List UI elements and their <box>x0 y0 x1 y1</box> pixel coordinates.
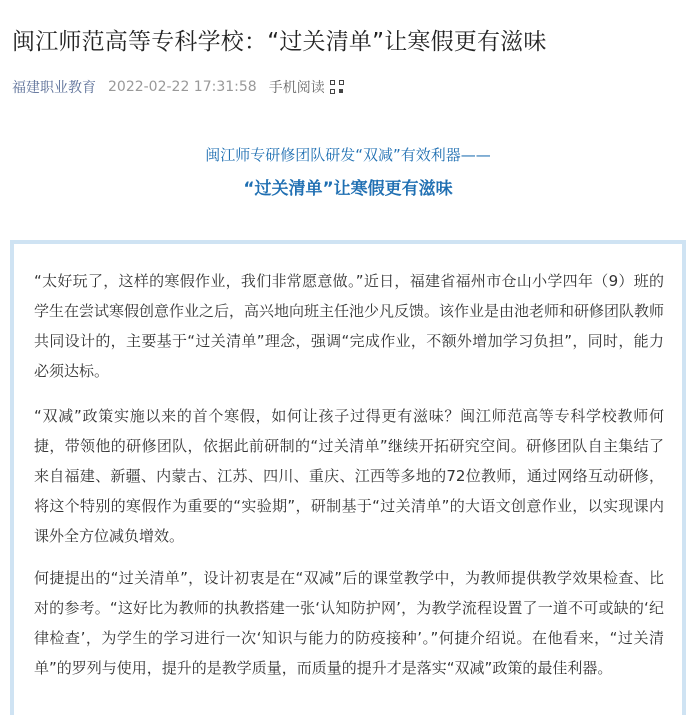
paragraph-2: “双减”政策实施以来的首个寒假，如何让孩子过得更有滋味？闽江师范高等专科学校教师何捷，带领他的研修团队，依据此前研制的“过关清单”继续开拓研究空间。研修团队自主集结了来自福建、新疆、内蒙古、江苏、四川、重庆、江西等多地的72位教师，通过网络互动研修，将这个特别的寒假作为重要的“实验期”，研制基于“过关清单”的大语文创意作业，以实现课内课外全方位减负增效。 <box>34 407 664 545</box>
paragraph-1: “太好玩了，这样的寒假作业，我们非常愿意做。”近日，福建省福州市仓山小学四年（9）班的学生在尝试寒假创意作业之后，高兴地向班主任池少凡反馈。该作业是由池老师和研修团队教师共同设计的，主要基于“过关清单”理念，强调“完成作业，不额外增加学习负担”，同时，能力必须达标。 <box>34 272 665 380</box>
article-title: 闽江师范高等专科学校：“过关清单”让寒假更有滋味 <box>12 29 547 55</box>
publish-time: 2022-02-22 17:31:58 <box>108 79 257 95</box>
mobile-read-link[interactable]: 手机阅读 <box>268 80 325 96</box>
article-meta <box>12 76 344 98</box>
article-heading: “过关清单”让寒假更有滋味 <box>243 179 453 199</box>
source-link[interactable]: 福建职业教育 <box>12 80 96 96</box>
qr-code-icon[interactable] <box>330 80 344 94</box>
paragraph-3: 何捷提出的“过关清单”，设计初衷是在“双减”后的课堂教学中，为教师提供教学效果检查、比对的参考。“这好比为教师的执教搭建一张‘认知防护网’，为教学流程设置了一道不可或缺的‘纪律检查’，为学生的学习进行一次‘知识与能力的防疫接种’。”何捷介绍说。在他看来，“过关清单”的罗列与使用，提升的是教学质量，而质量的提升才是落实“双减”政策的最佳利器。 <box>34 569 664 677</box>
article-subtitle: 闽江师专研修团队研发“双减”有效利器—— <box>205 146 491 164</box>
